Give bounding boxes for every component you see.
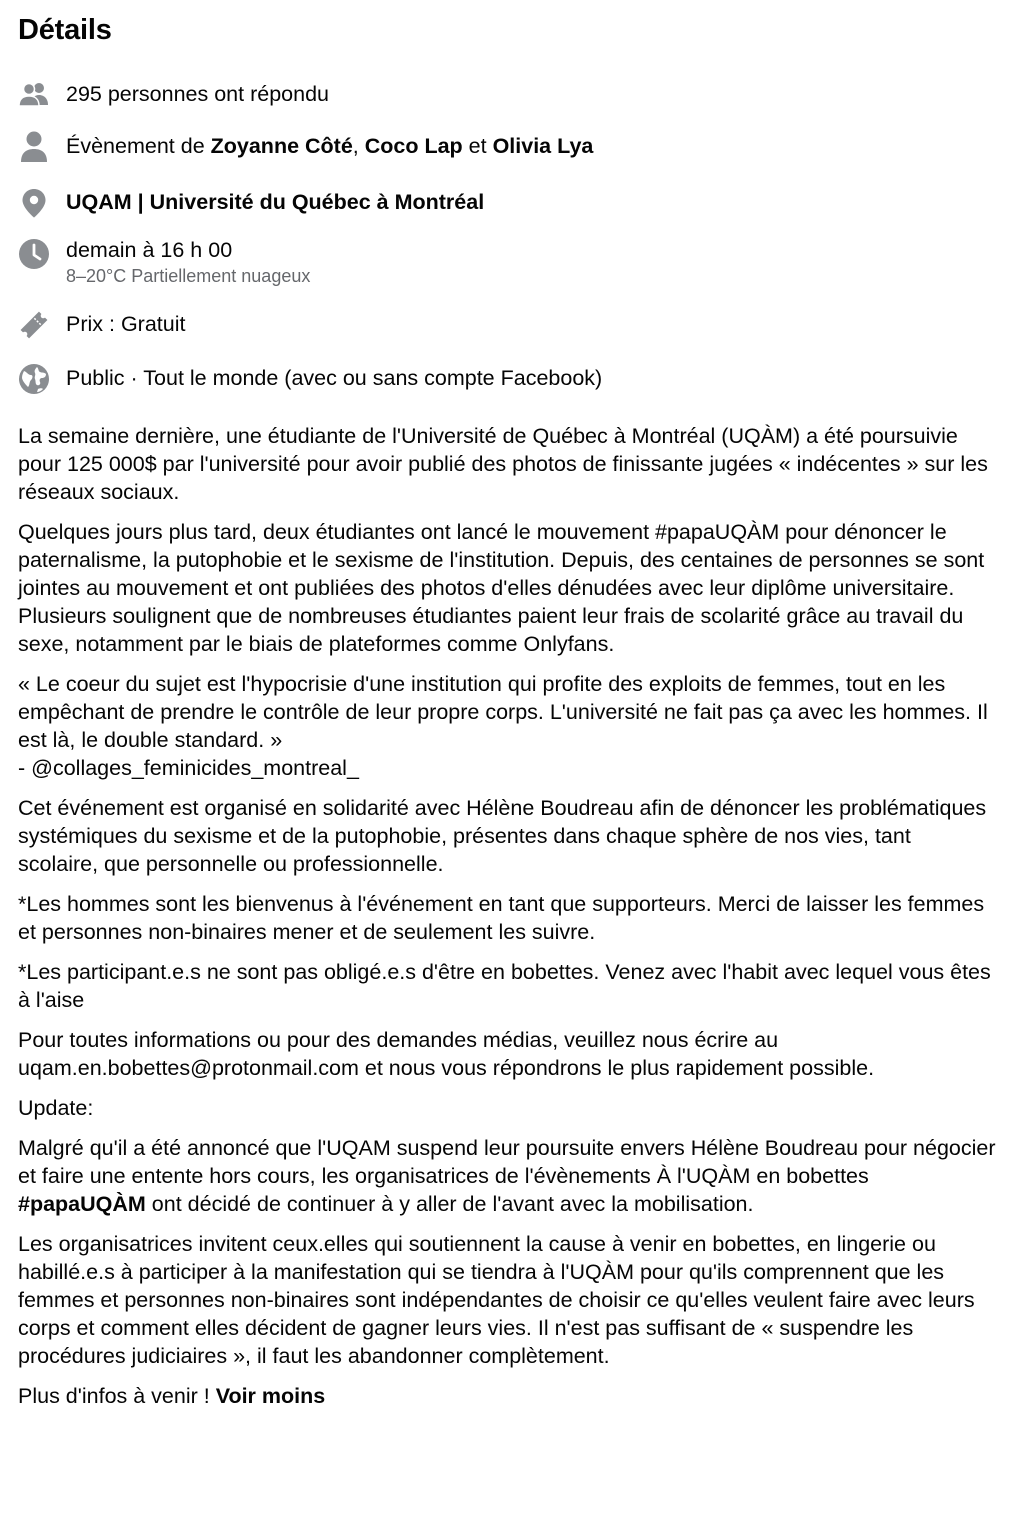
description-paragraph: Cet événement est organisé en solidarité avec Hélène Boudreau afin de dénoncer les problématiques systémiques du sexisme et de la putophobie, présentes dans chaque sphère de nos vies, tant scolaire, que personnelle ou professionnelle.: [18, 796, 987, 876]
paragraph-text: Plus d'infos à venir !: [18, 1384, 216, 1408]
location-pin-icon: [18, 187, 50, 219]
privacy-text: Public · Tout le monde (avec ou sans compte Facebook): [66, 366, 603, 390]
people-icon: [18, 79, 50, 111]
time-text: demain à 16 h 00: [66, 238, 233, 262]
detail-row-privacy: [18, 363, 996, 395]
person-icon: [18, 131, 50, 163]
organizers-text: [66, 131, 593, 160]
ticket-icon: [18, 309, 50, 341]
globe-icon: [18, 363, 50, 395]
description-paragraph: Quelques jours plus tard, deux étudiantes ont lancé le mouvement #papaUQÀM pour dénoncer le paternalisme, la putophobie et le sexisme de l'institution. Depuis, des centaines de personnes se sont jointes au mouvement et ont publiées des photos d'elles dénudées avec leur diplôme universitaire. Plusieurs soulignent que de nombreuses étudiantes paient leur frais de scolarité grâce au travail du sexe, notamment par le biais de plateformes comme Onlyfans.: [18, 520, 985, 656]
description-paragraph: Les organisatrices invitent ceux.elles qui soutiennent la cause à venir en bobettes, en lingerie ou habillé.e.s à participer à la manifestation qui se tiendra à l'UQÀM pour qu'ils comprennent que les femmes et personnes non-binaires sont indépendantes de choisir ce qu'elles veulent faire avec leurs corps et comment elles décident de gagner leurs vies. Il n'est pas suffisant de « suspendre les procédures judiciaires », il faut les abandonner complètement.: [18, 1232, 975, 1368]
detail-row-time: [18, 235, 996, 288]
organizer-link-3[interactable]: Olivia Lya: [492, 134, 594, 158]
time-block: [66, 235, 310, 288]
detail-row-organizers: [18, 131, 996, 163]
description-paragraph: *Les hommes sont les bienvenus à l'événement en tant que supporteurs. Merci de laisser les femmes et personnes non-binaires mener et de seulement les suivre.: [18, 892, 985, 944]
description-paragraph: [18, 1134, 996, 1218]
description-quote: [18, 670, 996, 782]
quote-text: « Le coeur du sujet est l'hypocrisie d'une institution qui profite des exploits de femmes, tout en les empêchant de prendre le contrôle de leur propre corps. L'université ne fait pas ça avec les hommes. Il est là, le double standard. »: [18, 672, 988, 752]
organizer-separator: ,: [352, 134, 365, 158]
event-description: [18, 422, 996, 1422]
quote-author: - @collages_feminicides_montreal_: [18, 756, 359, 780]
description-paragraph: La semaine dernière, une étudiante de l'Université de Québec à Montréal (UQÀM) a été poursuivie pour 125 000$ par l'université pour avoir publié des photos de finissante jugées « indécentes » sur les réseaux sociaux.: [18, 424, 988, 504]
section-title: Détails: [18, 14, 112, 46]
clock-icon: [18, 238, 50, 270]
price-text: Prix : Gratuit: [66, 312, 186, 336]
organizer-link-2[interactable]: Coco Lap: [364, 134, 463, 158]
paragraph-text: Malgré qu'il a été annoncé que l'UQAM suspend leur poursuite envers Hélène Boudreau pour négocier et faire une entente hors cours, les organisatrices de l'évènements À l'UQÀM en bobettes: [18, 1136, 996, 1188]
description-paragraph: [18, 1382, 996, 1410]
weather-text: 8–20°C Partiellement nuageux: [66, 266, 311, 286]
description-paragraph: Pour toutes informations ou pour des demandes médias, veuillez nous écrire au uqam.en.bobettes@protonmail.com et nous vous répondrons le plus rapidement possible.: [18, 1028, 875, 1080]
detail-row-location[interactable]: [18, 187, 996, 219]
organizer-separator: et: [462, 134, 493, 158]
organizer-link-1[interactable]: Zoyanne Côté: [210, 134, 353, 158]
description-paragraph: *Les participant.e.s ne sont pas obligé.e.s d'être en bobettes. Venez avec l'habit avec lequel vous êtes à l'aise: [18, 960, 991, 1012]
detail-row-responded: [18, 79, 996, 111]
see-less-button[interactable]: Voir moins: [215, 1384, 326, 1408]
hashtag-link[interactable]: #papaUQÀM: [18, 1192, 146, 1216]
location-link[interactable]: UQAM | Université du Québec à Montréal: [66, 190, 485, 214]
responded-text: 295 personnes ont répondu: [66, 82, 329, 106]
description-paragraph: Update:: [18, 1096, 94, 1120]
paragraph-text: ont décidé de continuer à y aller de l'avant avec la mobilisation.: [145, 1192, 754, 1216]
event-by-label: Évènement de: [66, 134, 211, 158]
detail-row-price: [18, 309, 996, 341]
